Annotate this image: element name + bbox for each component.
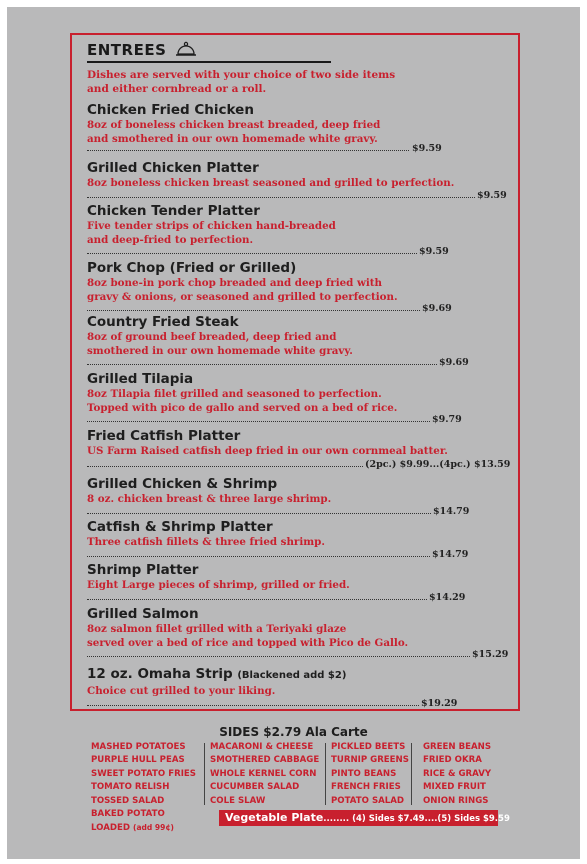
- vegetable-plate-name: Vegetable Plate: [225, 811, 324, 824]
- side-item: TOMATO RELISH: [91, 782, 170, 793]
- side-item: WHOLE KERNEL CORN: [210, 768, 317, 779]
- side-item: MACARONI & CHEESE: [210, 742, 314, 752]
- side-item: CUCUMBER SALAD: [210, 782, 300, 793]
- item-desc-line: Five tender strips of chicken hand-breaded: [87, 220, 336, 232]
- intro-text: [87, 68, 395, 96]
- entrees-heading: ENTREES: [87, 41, 167, 59]
- dot-leader: [87, 656, 470, 657]
- sides-column-1: [91, 741, 196, 836]
- item-price: $14.79: [433, 506, 470, 517]
- price-line: [87, 142, 512, 154]
- item-desc: [87, 276, 512, 304]
- side-item: FRENCH FRIES: [331, 782, 401, 793]
- vegetable-plate-detail: ........ (4) Sides $7.49....(5) Sides $9.59: [323, 814, 510, 824]
- price-line: [87, 245, 512, 257]
- item-desc-line: Eight Large pieces of shrimp, grilled or fried.: [87, 579, 350, 591]
- side-item: COLE SLAW: [210, 795, 266, 806]
- price-line: [87, 302, 512, 314]
- side-item: MIXED FRUIT: [423, 782, 486, 793]
- side-item: [91, 821, 196, 835]
- intro-line: Dishes are served with your choice of two side items: [87, 69, 396, 81]
- side-item: SMOTHERED CABBAGE: [210, 755, 320, 766]
- price-line: [87, 356, 512, 368]
- dot-leader: [87, 599, 427, 600]
- dot-leader: [87, 364, 437, 365]
- price-line: [87, 697, 512, 709]
- column-divider: [204, 743, 205, 805]
- menu-item: [87, 371, 512, 425]
- item-desc: [87, 219, 512, 247]
- side-item: RICE & GRAVY: [423, 768, 492, 779]
- item-desc-line: 8oz boneless chicken breast seasoned and grilled to perfection.: [87, 177, 455, 189]
- side-item: FRIED OKRA: [423, 755, 482, 766]
- item-desc-line: Three catfish fillets & three fried shrimp.: [87, 536, 325, 548]
- intro-line: and either cornbread or a roll.: [87, 83, 267, 95]
- item-desc-line: 8oz bone-in pork chop breaded and deep fried with: [87, 277, 382, 289]
- item-price: $9.69: [439, 357, 469, 368]
- price-line: [87, 189, 512, 201]
- item-price: $9.59: [477, 190, 507, 201]
- menu-item: [87, 519, 512, 560]
- price-line: [87, 413, 512, 425]
- item-price: $9.59: [419, 246, 449, 257]
- sides-title: SIDES $2.79 Ala Carte: [219, 725, 368, 739]
- side-item: TOSSED SALAD: [91, 795, 165, 806]
- dot-leader: [87, 150, 409, 151]
- item-price: $9.69: [422, 303, 452, 314]
- item-desc: [87, 535, 512, 549]
- item-price: (2pc.) $9.99...(4pc.) $13.59: [365, 459, 511, 470]
- menu-item: [87, 314, 512, 368]
- item-name: Grilled Salmon: [87, 606, 199, 622]
- side-item: ONION RINGS: [423, 795, 489, 806]
- menu-item: [87, 562, 512, 603]
- item-desc-line: served over a bed of rice and topped with Pico de Gallo.: [87, 637, 409, 649]
- dot-leader: [87, 466, 363, 467]
- item-desc-line: 8oz of boneless chicken breast breaded, deep fried: [87, 119, 381, 131]
- column-divider: [325, 743, 326, 805]
- column-divider: [411, 743, 412, 805]
- price-line: [87, 548, 512, 560]
- sides-column-2: [210, 741, 319, 808]
- item-price: $14.79: [432, 549, 469, 560]
- side-item: BAKED POTATO: [91, 809, 165, 820]
- dot-leader: [87, 310, 420, 311]
- menu-item: [87, 428, 512, 470]
- item-name: Grilled Tilapia: [87, 371, 194, 387]
- item-desc: [87, 578, 512, 592]
- price-line: [87, 505, 512, 517]
- cloche-icon: [175, 41, 197, 57]
- side-item: POTATO SALAD: [331, 795, 405, 806]
- dot-leader: [87, 197, 475, 198]
- item-name: Shrimp Platter: [87, 562, 199, 578]
- item-name: Chicken Tender Platter: [87, 203, 260, 219]
- side-item: GREEN BEANS: [423, 742, 492, 752]
- item-desc: [87, 622, 512, 650]
- item-name: Country Fried Steak: [87, 314, 239, 330]
- item-name: Fried Catfish Platter: [87, 428, 241, 444]
- item-price: $14.29: [429, 592, 466, 603]
- heading-underline: [87, 61, 331, 63]
- item-desc-line: and deep-fried to perfection.: [87, 234, 254, 246]
- item-name: Grilled Chicken Platter: [87, 160, 259, 176]
- item-desc: [87, 387, 512, 415]
- menu-item: [87, 102, 512, 154]
- item-note: (Blackened add $2): [237, 670, 347, 681]
- menu-page: [7, 7, 580, 859]
- side-item: MASHED POTATOES: [91, 742, 186, 752]
- item-desc-line: 8oz of ground beef breaded, deep fried and: [87, 331, 337, 343]
- sides-column-4: [423, 741, 491, 808]
- item-name-text: 12 oz. Omaha Strip: [87, 666, 233, 682]
- menu-item: [87, 260, 512, 314]
- dot-leader: [87, 253, 417, 254]
- menu-item: [87, 160, 512, 201]
- item-desc: [87, 684, 512, 698]
- item-price: $9.59: [412, 143, 442, 154]
- side-item: TURNIP GREENS: [331, 755, 409, 766]
- entrees-panel: [70, 33, 520, 711]
- side-item: PINTO BEANS: [331, 768, 397, 779]
- side-item-note: (add 99¢): [133, 823, 174, 833]
- menu-item: [87, 606, 512, 660]
- item-desc-line: gravy & onions, or seasoned and grilled to perfection.: [87, 291, 398, 303]
- side-item: PICKLED BEETS: [331, 742, 406, 752]
- price-line: [87, 591, 512, 603]
- item-desc-line: Choice cut grilled to your liking.: [87, 685, 276, 697]
- price-line: [87, 648, 512, 660]
- item-desc-line: Topped with pico de gallo and served on a bed of rice.: [87, 402, 398, 414]
- menu-item: [87, 666, 512, 709]
- item-name: Grilled Chicken & Shrimp: [87, 476, 278, 492]
- item-price: $9.79: [432, 414, 462, 425]
- item-name: [87, 666, 512, 684]
- item-desc: [87, 330, 512, 358]
- dot-leader: [87, 705, 419, 706]
- dot-leader: [87, 513, 431, 514]
- item-desc: [87, 444, 512, 458]
- side-item: SWEET POTATO FRIES: [91, 768, 196, 779]
- dot-leader: [87, 421, 430, 422]
- item-desc-line: and smothered in our own homemade white gravy.: [87, 133, 378, 145]
- side-item: PURPLE HULL PEAS: [91, 755, 185, 766]
- item-desc-line: US Farm Raised catfish deep fried in our own cornmeal batter.: [87, 445, 448, 457]
- item-name: Chicken Fried Chicken: [87, 102, 254, 118]
- dot-leader: [87, 556, 430, 557]
- item-name: Catfish & Shrimp Platter: [87, 519, 273, 535]
- item-desc-line: 8oz salmon fillet grilled with a Teriyaki glaze: [87, 623, 347, 635]
- price-line: [87, 458, 512, 470]
- item-price: $15.29: [472, 649, 509, 660]
- item-desc-line: 8oz Tilapia filet grilled and seasoned to perfection.: [87, 388, 382, 400]
- item-desc: [87, 176, 512, 190]
- menu-item: [87, 203, 512, 257]
- vegetable-plate-banner: [219, 810, 510, 826]
- item-desc-line: 8 oz. chicken breast & three large shrimp.: [87, 493, 332, 505]
- item-price: $19.29: [421, 698, 458, 709]
- item-desc: [87, 492, 512, 506]
- item-name: Pork Chop (Fried or Grilled): [87, 260, 297, 276]
- item-desc-line: smothered in our own homemade white gravy.: [87, 345, 353, 357]
- sides-column-3: [331, 741, 409, 808]
- menu-item: [87, 476, 512, 517]
- side-item-text: LOADED: [91, 823, 131, 834]
